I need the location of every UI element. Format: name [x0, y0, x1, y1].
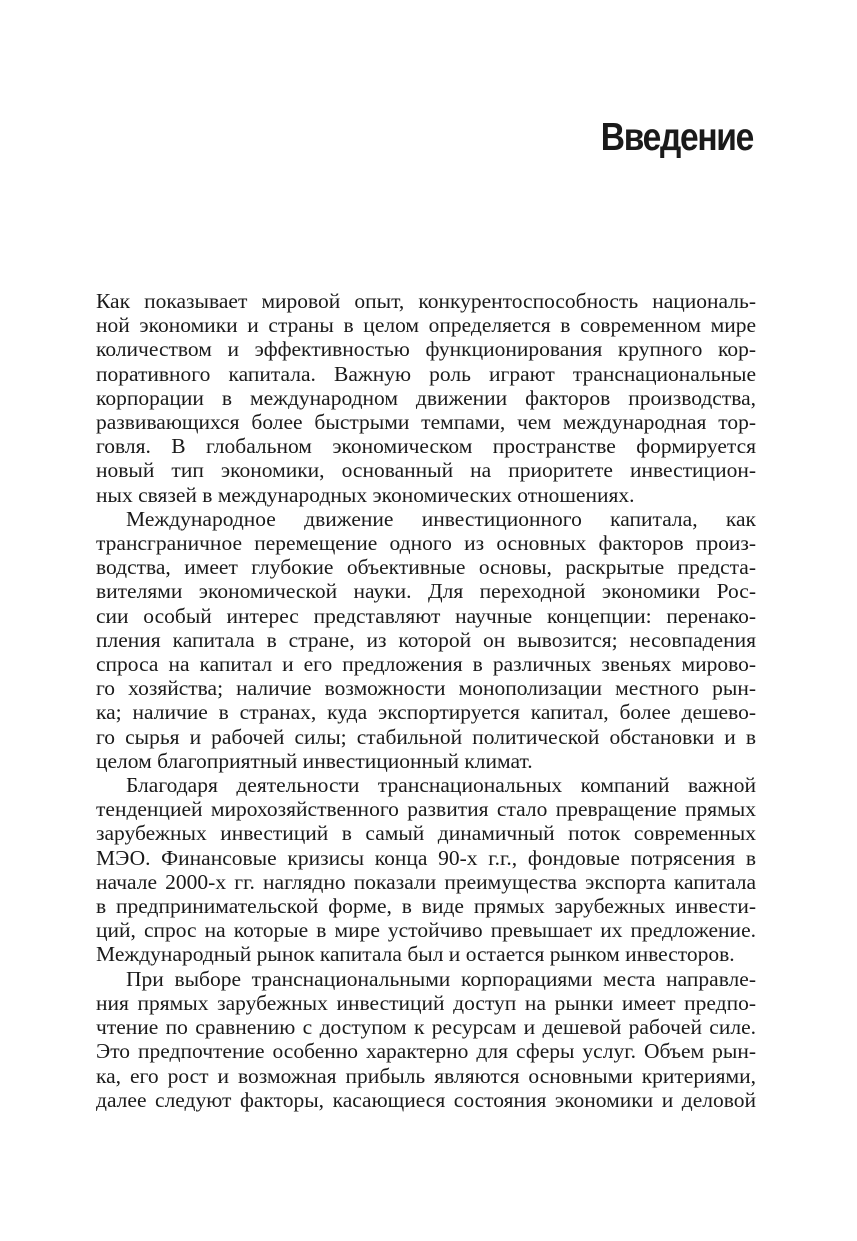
text-line: ка, его рост и возможная прибыль являются основными критериями,	[96, 1063, 756, 1088]
text-line: говля. В глобальном экономическом пространстве формируется	[96, 434, 756, 459]
text-line: го хозяйства; наличие возможности монополизации местного рын-	[96, 676, 756, 701]
text-line: поративного капитала. Важную роль играют транснациональные	[96, 361, 756, 386]
text-line: спроса на капитал и его предложения в различных звеньях мирово-	[96, 652, 756, 677]
text-line: развивающихся более быстрыми темпами, чем международная тор-	[96, 410, 756, 435]
paragraph-2	[96, 507, 756, 773]
text-line: ных связей в международных экономических отношениях.	[96, 482, 635, 507]
text-line: водства, имеет глубокие объективные основы, раскрытые предста-	[96, 555, 756, 580]
body-text	[96, 289, 756, 1112]
text-line: МЭО. Финансовые кризисы конца 90-х г.г., фондовые потрясения в	[96, 845, 756, 870]
page-title: Введение	[600, 116, 753, 159]
text-line: корпорации в международном движении факторов производства,	[96, 385, 756, 410]
text-line: ной экономики и страны в целом определяется в современном мире	[96, 313, 756, 338]
text-line: начале 2000-х гг. наглядно показали преимущества экспорта капитала	[96, 869, 756, 894]
paragraph-4	[96, 967, 756, 1112]
text-line: ния прямых зарубежных инвестиций доступ на рынки имеет предпо-	[96, 990, 756, 1015]
text-line: Это предпочтение особенно характерно для сферы услуг. Объем рын-	[96, 1039, 756, 1064]
text-line: количеством и эффективностью функционирования крупного кор-	[96, 337, 756, 362]
text-line: го сырья и рабочей силы; стабильной политической обстановки и в	[96, 724, 756, 749]
text-line: При выборе транснациональными корпорациями места направле-	[126, 966, 756, 991]
text-line: Как показывает мировой опыт, конкурентоспособность националь-	[96, 289, 756, 313]
text-line: сии особый интерес представляют научные концепции: перенако-	[96, 603, 756, 628]
text-line: целом благоприятный инвестиционный климат.	[96, 748, 533, 773]
text-line: тенденцией мирохозяйственного развития стало превращение прямых	[96, 797, 756, 822]
text-line: Международное движение инвестиционного капитала, как	[126, 506, 756, 531]
text-line: ка; наличие в странах, куда экспортируется капитал, более дешево-	[96, 700, 756, 725]
text-line: далее следуют факторы, касающиеся состояния экономики и деловой	[96, 1087, 756, 1112]
paragraph-3	[96, 773, 756, 967]
text-line: трансграничное перемещение одного из основных факторов произ-	[96, 531, 756, 556]
text-line: Благодаря деятельности транснациональных компаний важной	[126, 773, 756, 798]
text-line: в предпринимательской форме, в виде прямых зарубежных инвести-	[96, 894, 756, 919]
text-line: Международный рынок капитала был и остается рынком инвесторов.	[96, 942, 735, 967]
paragraph-1	[96, 289, 756, 507]
text-line: пления капитала в стране, из которой он вывозится; несовпадения	[96, 627, 756, 652]
text-line: ций, спрос на которые в мире устойчиво превышает их предложение.	[96, 918, 756, 943]
text-line: зарубежных инвестиций в самый динамичный поток современных	[96, 821, 756, 846]
text-line: вителями экономической науки. Для переходной экономики Рос-	[96, 579, 756, 604]
text-line: чтение по сравнению с доступом к ресурсам и дешевой рабочей силе.	[96, 1015, 756, 1040]
text-line: новый тип экономики, основанный на приоритете инвестицион-	[96, 458, 756, 483]
